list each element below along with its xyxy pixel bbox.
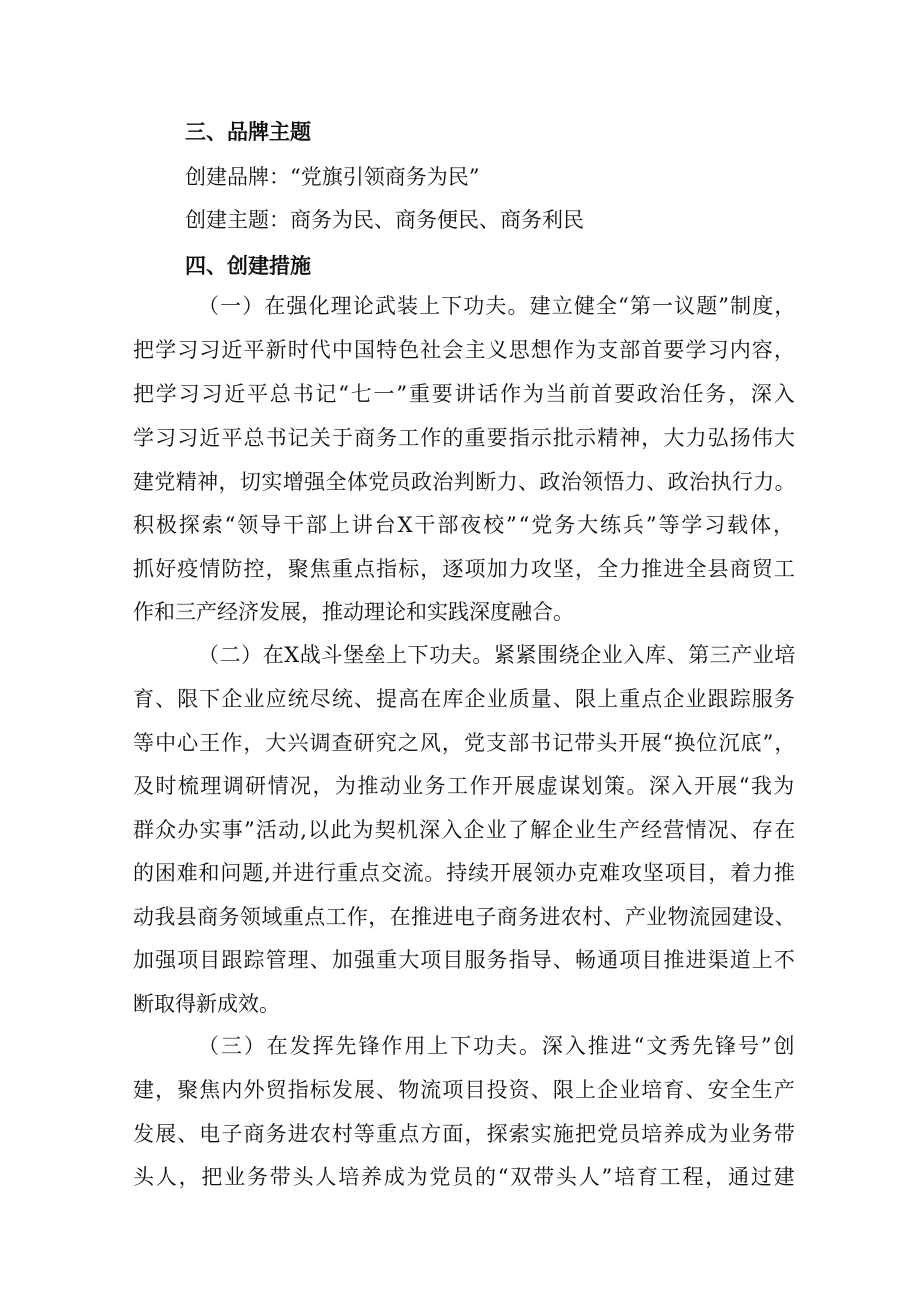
paragraph-line xyxy=(133,945,796,975)
line-text: 抓好疫情防控，聚焦重点指标，逐项加力攻坚，全力推进全县商贸工 xyxy=(133,557,796,581)
paragraph-line xyxy=(133,379,796,409)
paragraph-line xyxy=(133,554,796,584)
line-text: 动我县商务领域重点工作，在推进电子商务进农村、产业物流园建设、 xyxy=(133,905,796,929)
line-text: 把学习习近平总书记“七一”重要讲话作为当前首要政治任务，深入 xyxy=(133,382,797,406)
paragraph-line xyxy=(133,989,733,1019)
line-text: 学习习近平总书记关于商务工作的重要指示批示精神，大力弘扬伟大 xyxy=(133,426,796,450)
theme-line: 创建主题：商务为民、商务便民、商务利民 xyxy=(185,208,584,232)
paragraph-line xyxy=(133,423,796,453)
paragraph-line xyxy=(133,1075,796,1105)
paragraph-line xyxy=(133,902,796,932)
line-text: 群众办实事”活动,以此为契机深入企业了解企业生产经营情况、存在 xyxy=(133,818,797,842)
paragraph-line xyxy=(133,597,733,627)
line-text: 断取得新成效。 xyxy=(133,992,280,1016)
section-heading-3: 三、品牌主题 xyxy=(185,120,311,144)
paragraph-line xyxy=(133,815,796,845)
line-text: 加强项目跟踪管理、加强重大项目服务指导、畅通项目推进渠道上不 xyxy=(133,948,796,972)
paragraph-line xyxy=(133,771,796,801)
paragraph-line xyxy=(198,291,796,321)
paragraph-line xyxy=(133,1162,796,1192)
line-text: 及时梳理调研情况，为推动业务工作开展虚谋划策。深入开展“我为 xyxy=(133,774,796,798)
section-heading-4: 四、创建措施 xyxy=(185,254,311,278)
line-text: 积极探索“领导干部上讲台X干部夜校”“党务大练兵”等学习载体， xyxy=(133,513,796,537)
line-text: 育、限下企业应统尽统、提高在库企业质量、限上重点企业跟踪服务 xyxy=(133,687,796,711)
paragraph-line xyxy=(198,1031,796,1061)
line-text: 的困难和问题,并进行重点交流。持续开展领办克难攻坚项目，着力推 xyxy=(133,861,796,885)
line-text: （三）在发挥先锋作用上下功夫。深入推进“文秀先锋号”创 xyxy=(198,1034,797,1058)
paragraph-line xyxy=(133,467,796,497)
paragraph-line xyxy=(198,640,796,670)
line-text: 头人，把业务带头人培养成为党员的“双带头人”培育工程，通过建 xyxy=(133,1165,797,1189)
brand-line: 创建品牌：“党旗引领商务为民” xyxy=(185,165,480,189)
paragraph-line xyxy=(133,510,796,540)
line-text: 等中心王作，大兴调查研究之风，党支部书记带头开展“换位沉底”， xyxy=(133,731,797,755)
line-text: （一）在强化理论武装上下功夫。建立健全“第一议题”制度， xyxy=(198,294,797,318)
line-text: 作和三产经济发展，推动理论和实践深度融合。 xyxy=(133,600,574,624)
line-text: 把学习习近平新时代中国特色社会主义思想作为支部首要学习内容， xyxy=(133,338,796,362)
paragraph-line xyxy=(133,335,796,365)
line-text: 发展、电子商务进农村等重点方面，探索实施把党员培养成为业务带 xyxy=(133,1122,796,1146)
paragraph-line xyxy=(133,1119,796,1149)
paragraph-line xyxy=(133,684,796,714)
line-text: （二）在X战斗堡垒上下功夫。紧紧围绕企业入库、第三产业培 xyxy=(198,643,796,667)
paragraph-line xyxy=(133,858,796,888)
line-text: 建党精神，切实增强全体党员政治判断力、政治领悟力、政治执行力。 xyxy=(133,470,796,494)
line-text: 建，聚焦内外贸指标发展、物流项目投资、限上企业培育、安全生产 xyxy=(133,1078,796,1102)
paragraph-line xyxy=(133,728,796,758)
